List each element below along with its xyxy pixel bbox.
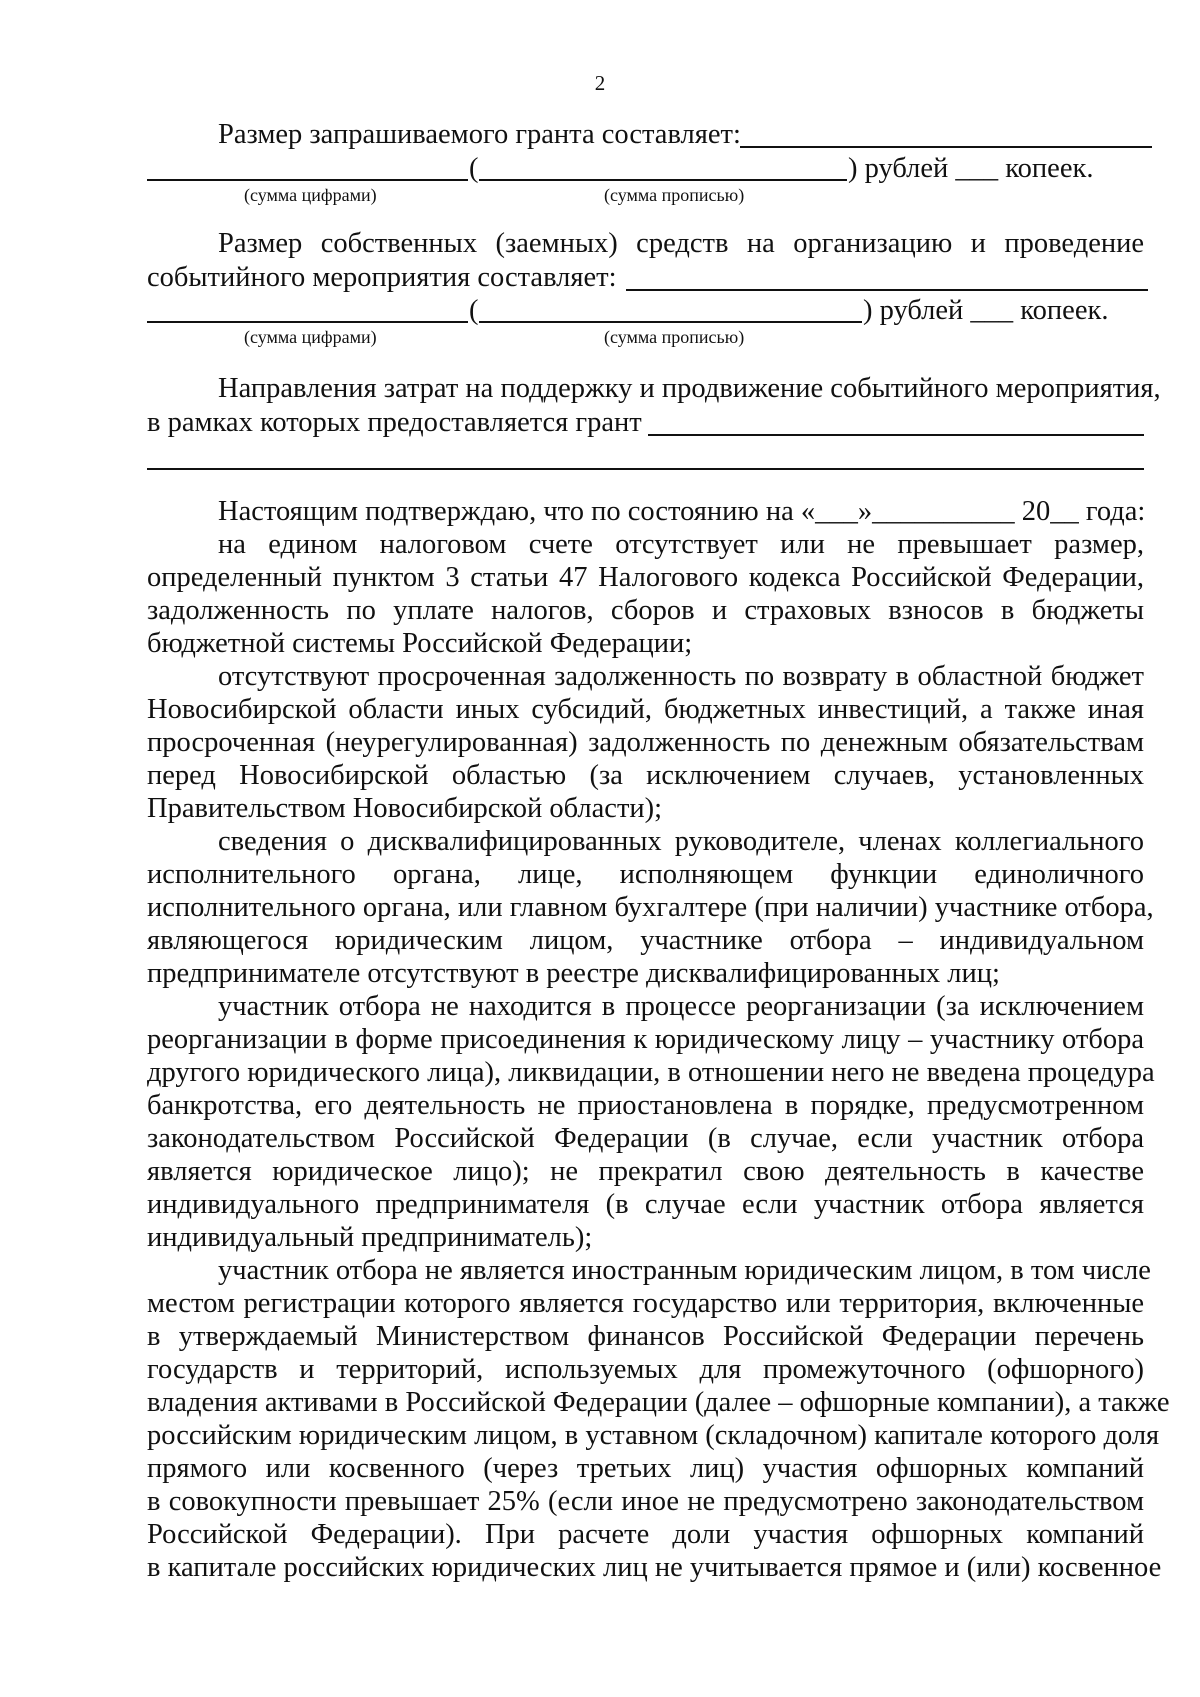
own-funds-amount-blank[interactable]: [626, 289, 1148, 291]
own-funds-caption-words: (сумма прописью): [604, 327, 745, 347]
page-number: 2: [594, 71, 606, 95]
paragraph-line: индивидуального предпринимателя (в случае если участник отбора является: [147, 1189, 1144, 1220]
paragraph-line: на едином налоговом счете отсутствует или не превышает размер,: [218, 529, 1144, 560]
paragraph-line: в совокупности превышает 25% (если иное не предусмотрено законодательством: [147, 1486, 1144, 1517]
directions-line-2: в рамках которых предоставляется грант: [147, 407, 642, 438]
own-funds-tail: ) рублей ___ копеек.: [863, 295, 1109, 326]
own-funds-line-2: событийного мероприятия составляет:: [147, 262, 617, 293]
paragraph-line: является юридическое лицо); не прекратил свою деятельность в качестве: [147, 1156, 1144, 1187]
own-funds-words-blank[interactable]: [479, 321, 862, 323]
directions-line-1: Направления затрат на поддержку и продвижение событийного мероприятия,: [218, 373, 1161, 404]
directions-blank-2[interactable]: [147, 468, 1144, 470]
paragraph-line: в утверждаемый Министерством финансов Российской Федерации перечень: [147, 1321, 1144, 1352]
directions-blank-1[interactable]: [648, 434, 1144, 436]
confirmation-intro: Настоящим подтверждаю, что по состоянию на «___»__________ 20__ года:: [218, 496, 1146, 527]
paragraph-line: Правительством Новосибирской области);: [147, 793, 663, 824]
grant-intro: Размер запрашиваемого гранта составляет:: [218, 119, 741, 150]
paragraph-line: сведения о дисквалифицированных руководителе, членах коллегиального: [218, 826, 1144, 857]
grant-digits-blank[interactable]: [147, 179, 468, 181]
grant-amount-blank[interactable]: [740, 146, 1152, 148]
paragraph-line: реорганизации в форме присоединения к юридическому лицу – участнику отбора: [147, 1024, 1144, 1055]
paragraph-line: индивидуальный предприниматель);: [147, 1222, 593, 1253]
paragraph-line: Новосибирской области иных субсидий, бюджетных инвестиций, а также иная: [147, 694, 1144, 725]
paragraph-line: владения активами в Российской Федерации (далее – офшорные компании), а также: [147, 1387, 1170, 1418]
paragraph-line: участник отбора не находится в процессе реорганизации (за исключением: [218, 991, 1144, 1022]
paragraph-line: перед Новосибирской областью (за исключением случаев, установленных: [147, 760, 1144, 791]
paragraph-line: исполнительного органа, лице, исполняющем функции единоличного: [147, 859, 1144, 890]
grant-tail: ) рублей ___ копеек.: [848, 153, 1094, 184]
own-funds-line-1: Размер собственных (заемных) средств на организацию и проведение: [218, 228, 1144, 259]
paragraph-line: местом регистрации которого является государство или территория, включенные: [147, 1288, 1144, 1319]
paragraph-line: бюджетной системы Российской Федерации;: [147, 628, 693, 659]
paragraph-line: законодательством Российской Федерации (в случае, если участник отбора: [147, 1123, 1144, 1154]
paragraph-line: Российской Федерации). При расчете доли участия офшорных компаний: [147, 1519, 1144, 1550]
paragraph-line: определенный пунктом 3 статьи 47 Налогового кодекса Российской Федерации,: [147, 562, 1144, 593]
paragraph-line: банкротства, его деятельность не приостановлена в порядке, предусмотренном: [147, 1090, 1144, 1121]
own-funds-digits-blank[interactable]: [147, 321, 468, 323]
own-funds-caption-digits: (сумма цифрами): [244, 327, 377, 347]
paragraph-line: участник отбора не является иностранным юридическим лицом, в том числе: [218, 1255, 1151, 1286]
paragraph-line: являющегося юридическим лицом, участнике отбора – индивидуальном: [147, 925, 1144, 956]
paragraph-line: государств и территорий, используемых для промежуточного (офшорного): [147, 1354, 1144, 1385]
paragraph-line: российским юридическим лицом, в уставном (складочном) капитале которого доля: [147, 1420, 1160, 1451]
grant-paren-open: (: [469, 153, 479, 184]
grant-caption-digits: (сумма цифрами): [244, 185, 377, 205]
paragraph-line: просроченная (неурегулированная) задолженность по денежным обязательствам: [147, 727, 1144, 758]
grant-caption-words: (сумма прописью): [604, 185, 745, 205]
paragraph-line: другого юридического лица), ликвидации, в отношении него не введена процедура: [147, 1057, 1155, 1088]
paragraph-line: отсутствуют просроченная задолженность по возврату в областной бюджет: [218, 661, 1144, 692]
paragraph-line: задолженность по уплате налогов, сборов и страховых взносов в бюджеты: [147, 595, 1144, 626]
paragraph-line: в капитале российских юридических лиц не учитывается прямое и (или) косвенное: [147, 1552, 1162, 1583]
grant-words-blank[interactable]: [479, 179, 847, 181]
paragraph-line: прямого или косвенного (через третьих лиц) участия офшорных компаний: [147, 1453, 1144, 1484]
paragraph-line: исполнительного органа, или главном бухгалтере (при наличии) участнике отбора,: [147, 892, 1154, 923]
own-funds-paren-open: (: [469, 295, 479, 326]
paragraph-line: предпринимателе отсутствуют в реестре дисквалифицированных лиц;: [147, 958, 1000, 989]
